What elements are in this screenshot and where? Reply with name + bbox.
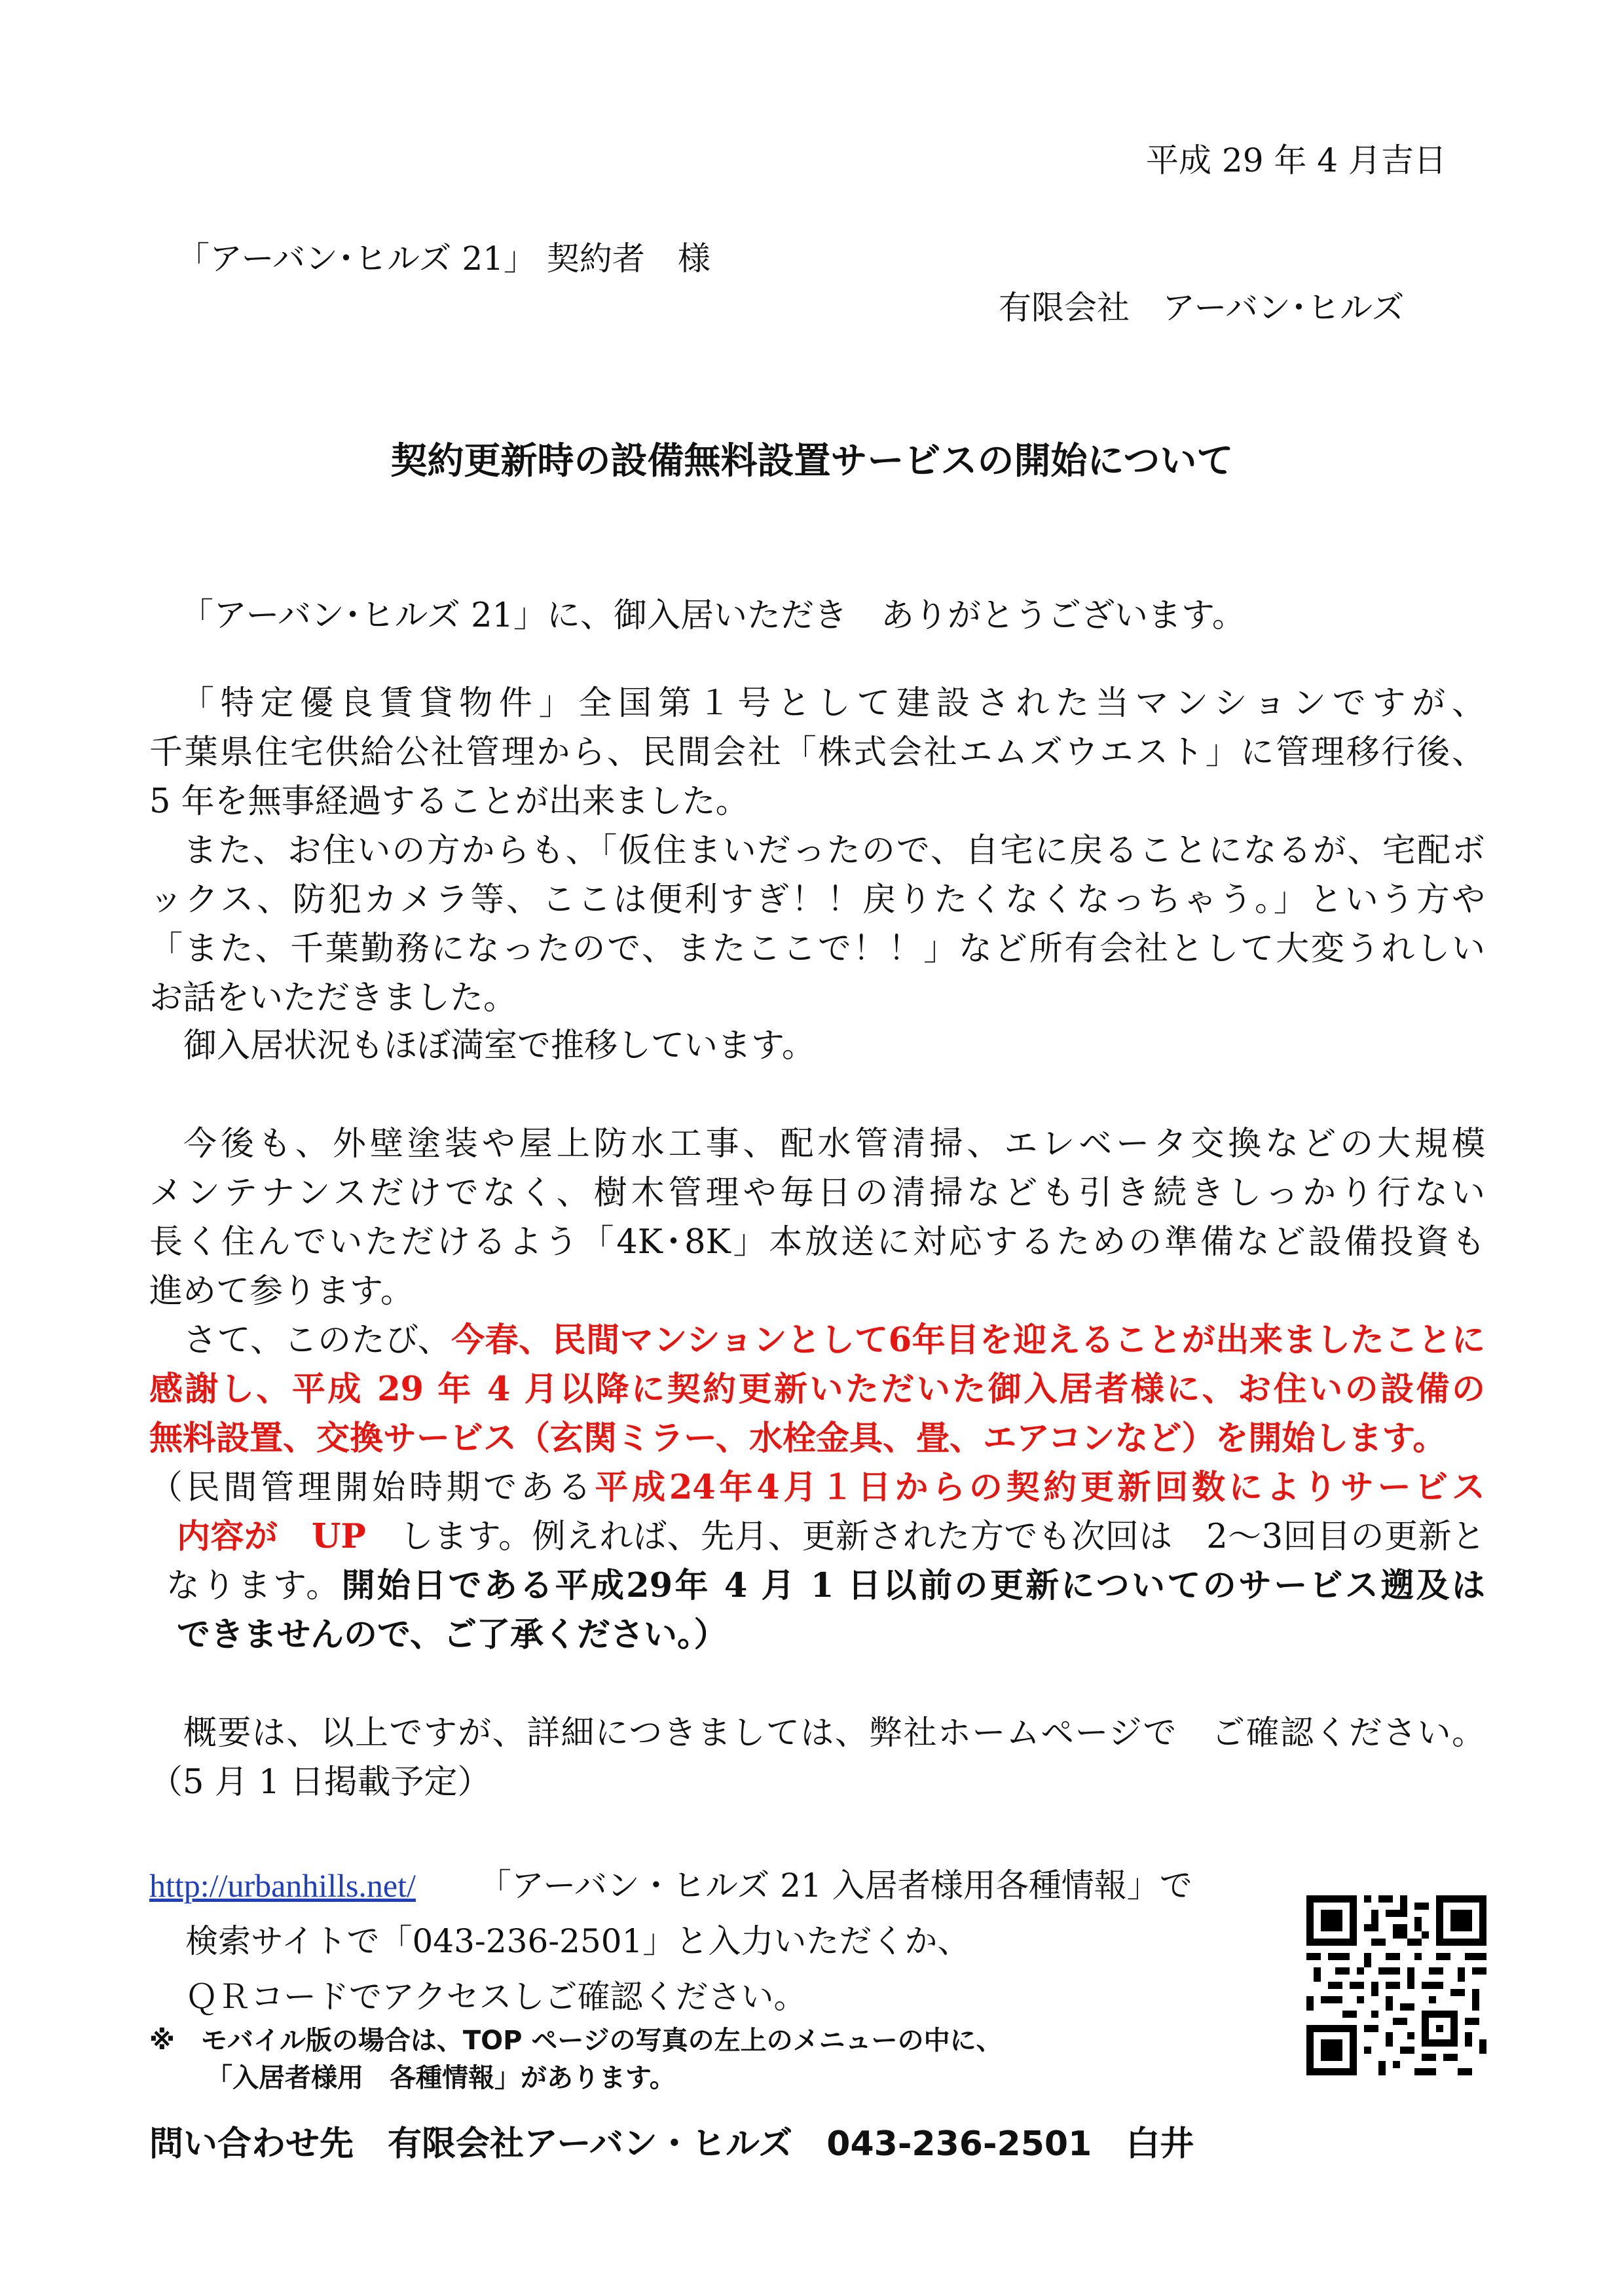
paragraph-summary [149,1709,1485,1807]
text-line: 今後も、外壁塗装や屋上防水工事、配水管清掃、エレベータ交換などの大規模 [183,1125,1485,1163]
bold-text: できませんので、ご了承ください。） [177,1615,728,1654]
text-line: 長く住んでいただけるよう「4K･8K」本放送に対応するための準備など設備投資も [149,1223,1485,1262]
highlight-text: 平成24年4月１日からの契約更新回数によりサービス [595,1468,1485,1507]
text-line: ックス、防犯カメラ等、ここは便利すぎ！！戻りたくなくなっちゃう。」という方や [149,881,1485,919]
mobile-note: ※ モバイル版の場合は、TOP ページの写真の左上のメニューの中に、 [149,2026,1003,2056]
mobile-note: 「入居者様用 各種情報」があります。 [206,2063,676,2093]
paragraph-service-details [149,1463,1485,1660]
text-line: 概要は、以上ですが、詳細につきましては、弊社ホームページで ご確認ください。 [183,1714,1485,1753]
website-line [149,1859,1192,1906]
bold-text: 開始日である平成29年 4 月 1 日以前の更新についてのサービス遡及は [341,1566,1485,1605]
text-line: （5 月 1 日掲載予定） [149,1763,491,1802]
occupancy-status: 御入居状況もほぼ満室で推移しています。 [183,1027,815,1065]
paragraph-maintenance [149,1120,1485,1316]
search-instructions: 検索サイトで「043-236-2501」と入力いただくか、 [185,1922,970,1960]
paragraph-history [149,679,1485,826]
highlight-text: 今春、民間マンションとして6年目を迎えることが出来ましたことに [451,1321,1485,1360]
highlight-text: 無料設置、交換サービス（玄関ミラー、水栓金具、畳、エアコンなど）を開始します。 [149,1419,1447,1458]
detail-text: （民間管理開始時期である [149,1468,595,1507]
issue-date: 平成 29 年 4 月吉日 [1146,141,1447,179]
intro-text: さて、このたび、 [183,1321,452,1360]
detail-text: なります。 [166,1567,342,1605]
text-line: メンテナンスだけでなく、樹木管理や毎日の清掃なども引き続きしっかり行ない [149,1174,1485,1212]
text-line [149,1561,1485,1611]
text-line: 千葉県住宅供給公社管理から、民間会社「株式会社エムズウエスト」に管理移行後、 [149,733,1485,772]
website-section-name: 「アーバン・ヒルズ 21 入居者様用各種情報」で [478,1867,1192,1904]
greeting: 「アーバン･ヒルズ 21」に、御入居いただき ありがとうございます。 [180,596,1246,635]
text-line [149,1463,1485,1512]
qr-code[interactable] [1306,1895,1486,2075]
contact-footer: 問い合わせ先 有限会社アーバン・ヒルズ 043-236-2501 白井 [149,2124,1194,2164]
text-line: 「特定優良賃貸物件」全国第１号として建設された当マンションですが、 [181,684,1485,723]
text-line: また、お住いの方からも、「仮住まいだったので、自宅に戻ることになるが、宅配ボ [183,831,1485,870]
text-line [149,1316,1485,1365]
text-line: 「また、千葉勤務になったので、またここで！！」など所有会社として大変うれしい [149,930,1485,968]
paragraph-feedback [149,826,1485,1023]
text-line: 進めて参ります。 [149,1272,414,1311]
highlight-text: 感謝し、平成 29 年 4 月以降に契約更新いただいた御入居者様に、お住いの設備の [149,1370,1485,1409]
text-line [149,1512,1485,1561]
document-title: 契約更新時の設備無料設置サービスの開始について [390,439,1234,483]
qr-instructions: ＱＲコードでアクセスしご確認ください。 [185,1978,807,2016]
highlight-text: 内容が UP [177,1517,366,1556]
addressee: 「アーバン･ヒルズ 21」 契約者 様 [177,240,710,278]
website-link[interactable]: http://urbanhills.net/ [149,1867,416,1904]
text-line: 5 年を無事経過することが出来ました。 [149,782,749,821]
paragraph-service-announcement [149,1316,1485,1463]
sender-company: 有限会社 アーバン･ヒルズ [999,289,1405,327]
detail-text: します。例えれば、先月、更新された方でも次回は 2～3回目の更新と [365,1518,1485,1556]
text-line: お話をいただきました。 [149,979,517,1017]
